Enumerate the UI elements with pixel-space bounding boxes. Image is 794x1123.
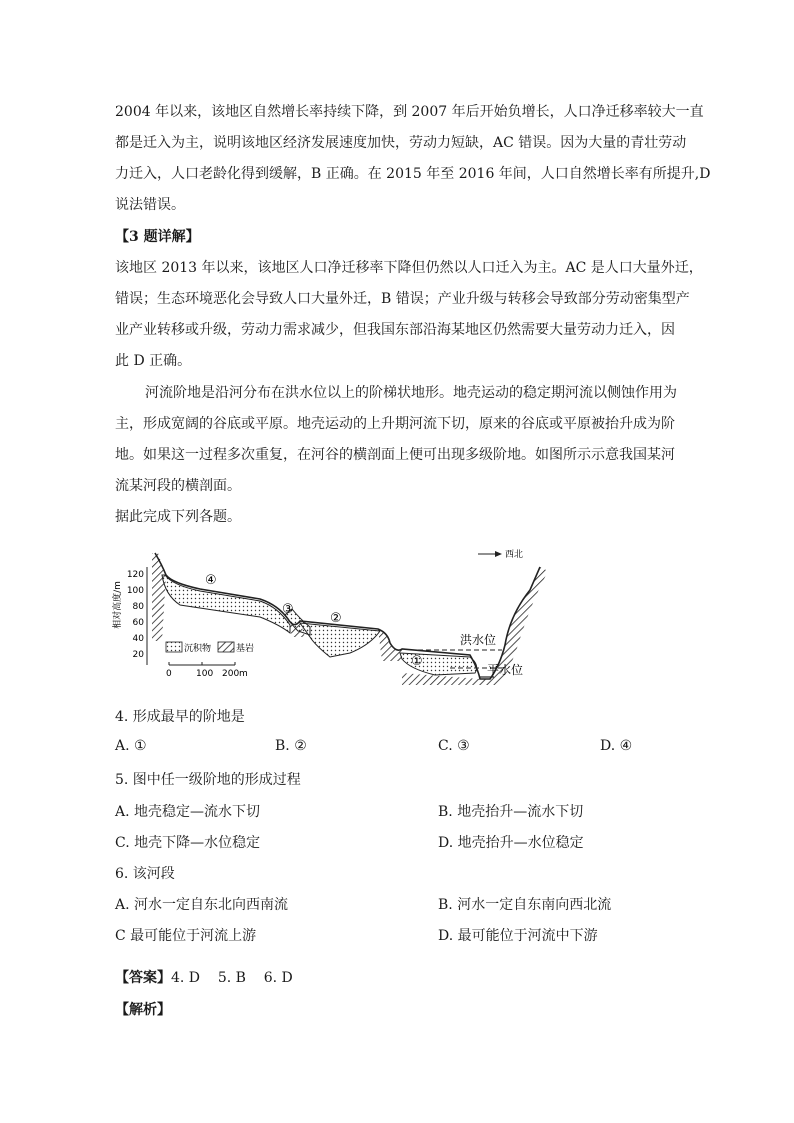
q5-option-b: B. 地壳抬升—流水下切 bbox=[438, 804, 584, 820]
y-tick: 100 bbox=[126, 586, 144, 596]
text-line: 主，形成宽阔的谷底或平原。地壳运动的上升期河流下切，原来的谷底或平原被抬升成为阶 bbox=[115, 416, 675, 432]
instruction: 据此完成下列各题。 bbox=[115, 509, 241, 525]
q5-option-c: C. 地壳下降—水位稳定 bbox=[115, 835, 261, 851]
y-axis-label: 相对高度/m bbox=[113, 581, 123, 629]
legend-bedrock-label: 基岩 bbox=[236, 644, 255, 654]
q5-option-a: A. 地壳稳定—流水下切 bbox=[115, 804, 261, 820]
flood-level-label: 洪水位 bbox=[460, 633, 497, 647]
q4-option-b: B. ② bbox=[275, 738, 307, 754]
q4-option-c: C. ③ bbox=[438, 738, 470, 754]
question-5-stem: 5. 图中任一级阶地的形成过程 bbox=[115, 772, 301, 788]
legend-sediment-swatch bbox=[166, 642, 182, 652]
text-line: 2004 年以来，该地区自然增长率持续下降，到 2007 年后开始负增长，人口净迁移率较大一直 bbox=[115, 104, 704, 120]
y-tick: 120 bbox=[126, 570, 144, 580]
text-line: 地。如果这一过程多次重复，在河谷的横剖面上便可出现多级阶地。如图所示示意我国某河 bbox=[115, 447, 675, 463]
bedrock-hatch-left bbox=[152, 553, 166, 641]
y-tick: 80 bbox=[132, 602, 144, 612]
text-line: 流某河段的横剖面。 bbox=[115, 478, 241, 494]
question-4-stem: 4. 形成最早的阶地是 bbox=[115, 709, 245, 725]
answer-line bbox=[115, 967, 293, 987]
terrace-label-4: ④ bbox=[205, 573, 217, 588]
direction-arrow-icon bbox=[495, 551, 502, 557]
q6-option-c: C 最可能位于河流上游 bbox=[115, 928, 257, 944]
answer-text: 4. D 5. B 6. D bbox=[171, 970, 293, 986]
bedrock-hatch bbox=[378, 629, 402, 661]
legend-bedrock-swatch bbox=[218, 642, 234, 652]
scale-label: 200 bbox=[222, 669, 240, 679]
q3-detail bbox=[115, 222, 703, 377]
river-terrace-cross-section bbox=[110, 545, 560, 690]
text-line: 业产业转移或升级，劳动力需求减少，但我国东部沿海某地区仍然需要大量劳动力迁入，因 bbox=[115, 322, 675, 338]
text-line: 都是迁入为主，说明该地区经济发展速度加快，劳动力短缺，AC 错误。因为大量的青壮劳动 bbox=[115, 135, 687, 151]
legend-sediment-label: 沉积物 bbox=[184, 644, 212, 654]
q3-detail-heading: 【3 题详解】 bbox=[115, 229, 200, 245]
q4-option-d: D. ④ bbox=[600, 738, 633, 754]
terrace-label-1: ① bbox=[411, 654, 423, 669]
q4-option-a: A. ① bbox=[115, 738, 147, 754]
normal-level-label: 平水位 bbox=[487, 663, 524, 677]
answer-label: 【答案】 bbox=[115, 970, 171, 986]
text-line: 错误；生态环境恶化会导致人口大量外迁，B 错误；产业升级与转移会导致部分劳动密集型产 bbox=[115, 291, 690, 307]
q5-option-d: D. 地壳抬升—水位稳定 bbox=[438, 835, 584, 851]
previous-explanation bbox=[115, 97, 711, 221]
q6-option-b: B. 河水一定自东南向西北流 bbox=[438, 897, 612, 913]
q6-option-a: A. 河水一定自东北向西南流 bbox=[115, 897, 289, 913]
scale-label: 100 bbox=[196, 669, 214, 679]
direction-label: 西北 bbox=[505, 550, 524, 560]
text-line: 力迁入，人口老龄化得到缓解，B 正确。在 2015 年至 2016 年间，人口自然增长率有所提升,D bbox=[115, 166, 711, 182]
text-line: 该地区 2013 年以来，该地区人口净迁移率下降但仍然以人口迁入为主。AC 是人口大量外迁， bbox=[115, 260, 703, 276]
text-line: 此 D 正确。 bbox=[115, 353, 192, 369]
terrace-label-3: ③ bbox=[282, 602, 294, 617]
intro-paragraph bbox=[115, 378, 683, 533]
y-tick: 60 bbox=[132, 618, 144, 628]
question-6-stem: 6. 该河段 bbox=[115, 866, 175, 882]
scale-unit: m bbox=[239, 669, 248, 679]
q6-option-d: D. 最可能位于河流中下游 bbox=[438, 928, 598, 944]
analysis-heading: 【解析】 bbox=[115, 1002, 171, 1018]
scale-label: 0 bbox=[166, 669, 172, 679]
y-tick: 40 bbox=[132, 634, 144, 644]
text-line: 河流阶地是沿河分布在洪水位以上的阶梯状地形。地壳运动的稳定期河流以侧蚀作用为 bbox=[145, 385, 677, 401]
terrace-label-2: ② bbox=[330, 611, 342, 626]
bedrock-surface bbox=[155, 553, 540, 679]
text-line: 说法错误。 bbox=[115, 197, 185, 213]
y-tick: 20 bbox=[132, 650, 144, 660]
